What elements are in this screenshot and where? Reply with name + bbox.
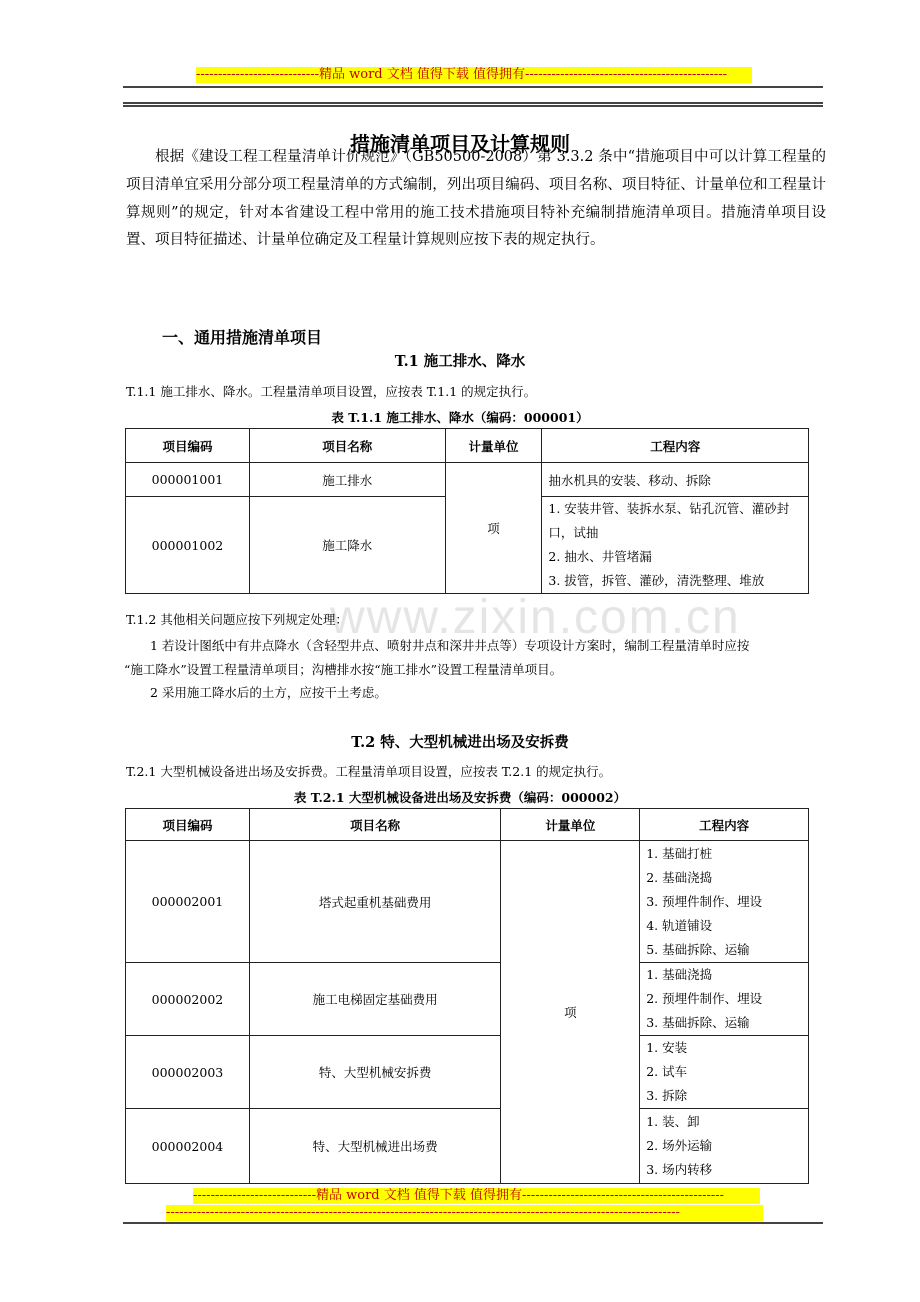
- table-row: [126, 463, 809, 497]
- table-row: [126, 963, 809, 1036]
- col-header-unit: 计量单位: [445, 429, 542, 463]
- content-line: 3. 基础拆除、运输: [646, 1015, 750, 1030]
- item-content: 抽水机具的安装、移动、拆除: [542, 463, 809, 497]
- intro-paragraph: 根据《建设工程工程量清单计价规范》（GB50500-2008）第 3.3.2 条中“措施项目中可以计算工程量的项目清单宜采用分部分项工程量清单的方式编制，列出项目编码、项目名称、项目特征、计量单位和工程量计算规则”的规定，针对本省建设工程中常用的施工技术措施项目特补充编制措施清单项目。措施清单项目设置、项目特征描述、计量单位确定及工程量计算规则应按下表的规定执行。: [126, 149, 826, 249]
- content-line: 2. 预埋件制作、埋设: [646, 991, 763, 1006]
- item-code: 000001001: [126, 463, 250, 497]
- footer-banner-2: ---------------------------------------------------------------------------------------------------------------------: [166, 1205, 763, 1221]
- content-line: 2. 场外运输: [646, 1138, 713, 1153]
- item-code: 000002004: [126, 1109, 250, 1184]
- item-name: 施工电梯固定基础费用: [249, 963, 501, 1036]
- item-content: [640, 1036, 809, 1109]
- header-double-rule-top: [123, 102, 823, 104]
- page-title: 措施清单项目及计算规则: [350, 132, 570, 156]
- footer-rule: [123, 1222, 823, 1224]
- item-name: 施工降水: [249, 497, 445, 594]
- item-unit: 项: [501, 841, 640, 1184]
- content-line: 2. 基础浇捣: [646, 869, 713, 885]
- item-content: [542, 497, 809, 594]
- col-header-unit: 计量单位: [501, 809, 640, 841]
- col-header-code: 项目编码: [126, 429, 250, 463]
- content-line: 1. 基础浇捣: [646, 967, 713, 982]
- table-t1-1: [125, 428, 809, 594]
- content-line: 1. 基础打桩: [646, 845, 713, 861]
- table-header-row: [126, 809, 809, 841]
- col-header-content: 工程内容: [542, 429, 809, 463]
- item-content: [640, 963, 809, 1036]
- item-code: 000002001: [126, 841, 250, 963]
- content-line: 5. 基础拆除、运输: [646, 941, 750, 957]
- t2-heading: T.2 特、大型机械进出场及安拆费: [351, 734, 569, 751]
- col-header-code: 项目编码: [126, 809, 250, 841]
- t1-caption: 表 T.1.1 施工排水、降水（编码：000001）: [331, 410, 589, 425]
- section-heading: 一、通用措施清单项目: [162, 328, 323, 347]
- header-banner: ----------------------------精品 word 文档 值得下载 值得拥有----------------------------------------------: [196, 67, 752, 83]
- footer-banner: ----------------------------精品 word 文档 值得下载 值得拥有----------------------------------------------: [193, 1188, 760, 1204]
- content-line: 3. 拔管，拆管、灌砂，清洗整理、堆放: [548, 573, 765, 588]
- content-line: 2. 抽水、井管堵漏: [548, 549, 652, 564]
- col-header-content: 工程内容: [640, 809, 809, 841]
- t1-item-1: 1 若设计图纸中有井点降水（含轻型井点、喷射井点和深井井点等）专项设计方案时，编制工程量清单时应按: [150, 638, 750, 653]
- header-double-rule-bottom: [123, 105, 823, 107]
- t1-heading: T.1 施工排水、降水: [394, 353, 526, 370]
- col-header-name: 项目名称: [249, 809, 501, 841]
- item-code: 000002003: [126, 1036, 250, 1109]
- content-line: 2. 试车: [646, 1064, 688, 1079]
- item-name: 施工排水: [249, 463, 445, 497]
- item-code: 000002002: [126, 963, 250, 1036]
- content-line: 3. 场内转移: [646, 1162, 713, 1177]
- t1-clause-2: T.1.2 其他相关问题应按下列规定处理：: [126, 612, 348, 627]
- content-line: 1. 安装井管、装拆水泵、钻孔沉管、灌砂封口，试抽: [548, 501, 790, 540]
- t1-clause: T.1.1 施工排水、降水。工程量清单项目设置，应按表 T.1.1 的规定执行。: [126, 384, 537, 399]
- item-name: 塔式起重机基础费用: [249, 841, 501, 963]
- content-line: 1. 安装: [646, 1040, 688, 1055]
- item-code: 000001002: [126, 497, 250, 594]
- table-t2-1: [125, 808, 809, 1184]
- item-name: 特、大型机械进出场费: [249, 1109, 501, 1184]
- item-content: [640, 1109, 809, 1184]
- item-name: 特、大型机械安拆费: [249, 1036, 501, 1109]
- content-line: 4. 轨道铺设: [646, 917, 713, 933]
- col-header-name: 项目名称: [249, 429, 445, 463]
- watermark: www.zixin.com.cn: [330, 591, 741, 644]
- item-content: [640, 841, 809, 963]
- t2-caption: 表 T.2.1 大型机械设备进出场及安拆费（编码：000002）: [293, 790, 627, 805]
- t2-clause: T.2.1 大型机械设备进出场及安拆费。工程量清单项目设置，应按表 T.2.1 的规定执行。: [126, 764, 612, 779]
- table-row: [126, 841, 809, 963]
- t1-item-2: 2 采用施工降水后的土方，应按干土考虑。: [150, 685, 387, 700]
- table-row: [126, 1109, 809, 1184]
- content-line: 3. 预埋件制作、埋设: [646, 893, 763, 909]
- content-line: 1. 装、卸: [646, 1114, 700, 1129]
- content-line: 3. 拆除: [646, 1088, 688, 1103]
- header-rule: [123, 86, 823, 88]
- table-header-row: [126, 429, 809, 463]
- item-unit: 项: [445, 463, 542, 594]
- t1-item-1-cont: “施工降水”设置工程量清单项目；沟槽排水按“施工排水”设置工程量清单项目。: [124, 662, 563, 677]
- table-row: [126, 1036, 809, 1109]
